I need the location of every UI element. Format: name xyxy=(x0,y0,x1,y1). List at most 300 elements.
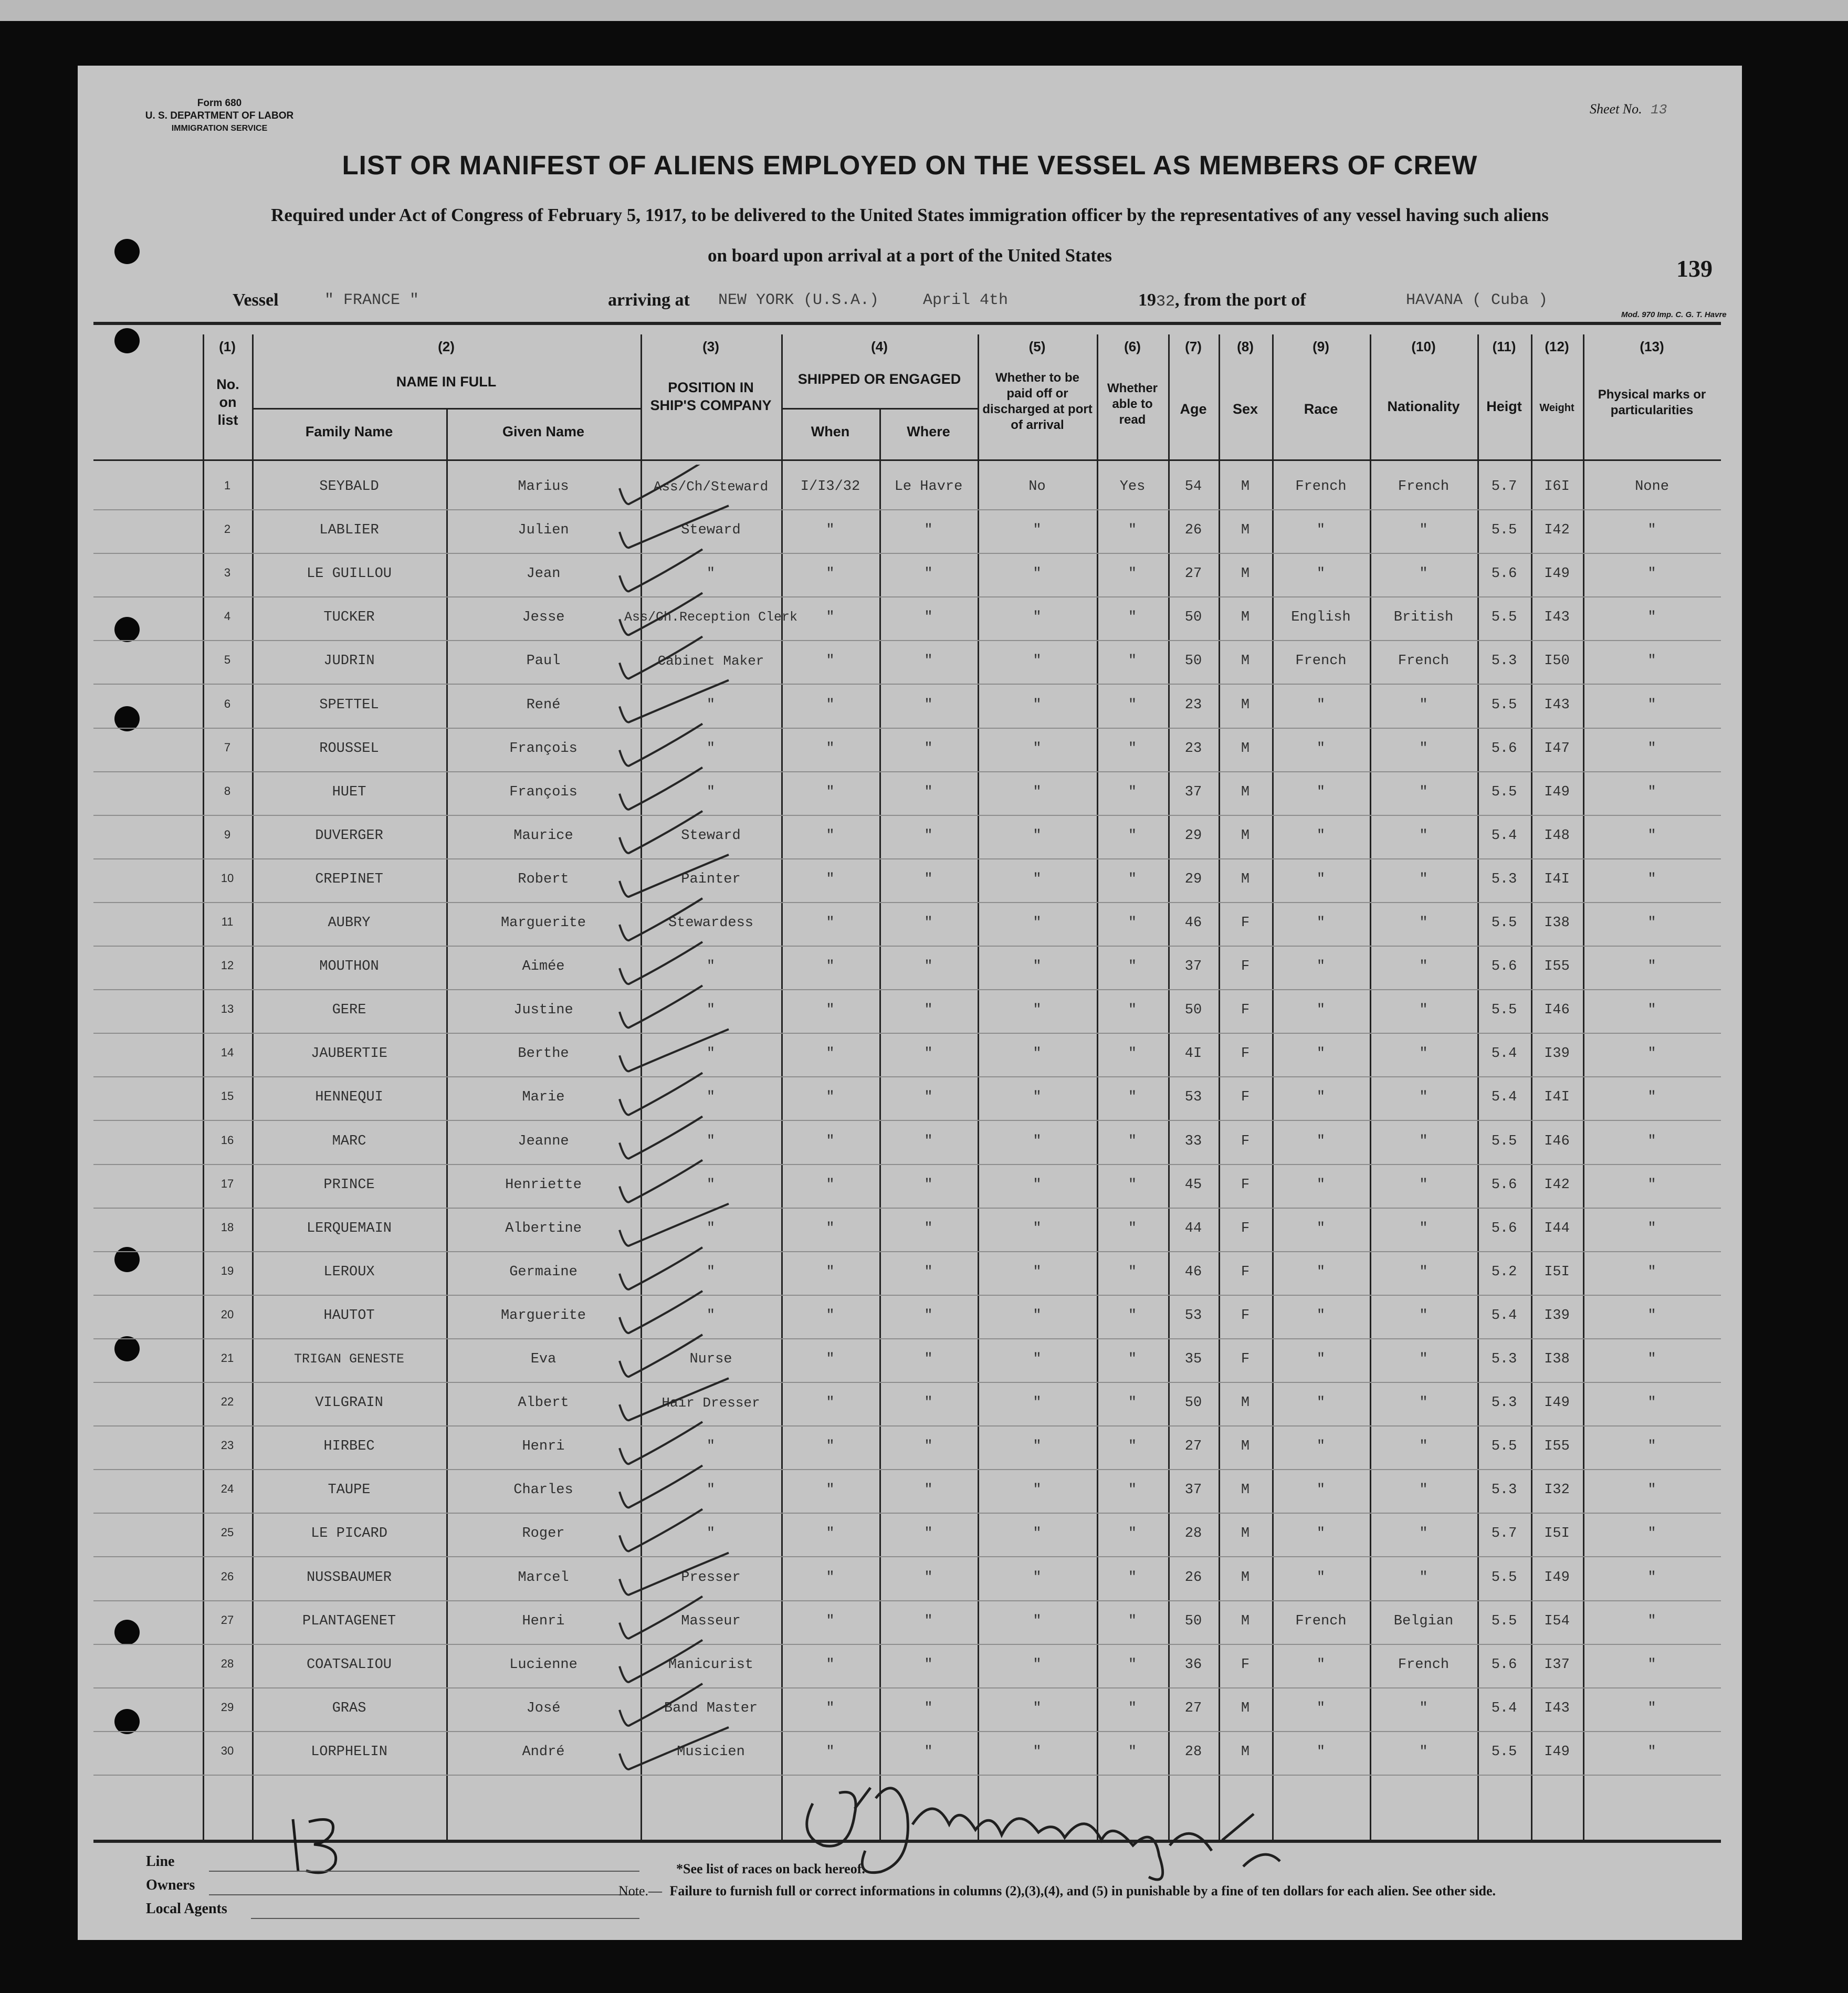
given-name: Maurice xyxy=(513,827,573,844)
given-name: Marcel xyxy=(518,1569,569,1586)
col-6-label: Whether able to read xyxy=(1107,381,1158,427)
paid-off: " xyxy=(1033,1744,1042,1760)
physical-marks: " xyxy=(1647,653,1656,669)
row-number: 27 xyxy=(220,1613,234,1627)
sex: M xyxy=(1241,871,1250,887)
paid-off: " xyxy=(1033,1002,1042,1019)
given-name: Berthe xyxy=(518,1046,569,1062)
checkmark-icon xyxy=(620,811,702,853)
nationality: " xyxy=(1419,1395,1428,1411)
checkmark-icon xyxy=(620,855,729,897)
row-rule xyxy=(93,1556,1721,1557)
physical-marks: " xyxy=(1647,566,1656,582)
able-to-read: " xyxy=(1128,610,1137,626)
checkmark-icon xyxy=(620,549,702,591)
col-2-num: (2) xyxy=(438,339,455,354)
physical-marks: " xyxy=(1647,1089,1656,1106)
vessel-label: Vessel xyxy=(233,290,279,310)
shipped-when: " xyxy=(826,1395,835,1411)
able-to-read: " xyxy=(1128,1002,1137,1019)
able-to-read: " xyxy=(1128,1526,1137,1542)
weight: I46 xyxy=(1544,1133,1570,1149)
row-number: 15 xyxy=(220,1089,234,1103)
given-name-label: Given Name xyxy=(502,424,585,439)
row-number: 29 xyxy=(220,1700,234,1714)
family-name: HAUTOT xyxy=(323,1307,375,1324)
age: 50 xyxy=(1184,653,1202,669)
position: Masseur xyxy=(681,1613,741,1629)
note-text: Failure to furnish full or correct informations in columns (2),(3),(4), and (5) in punishable by a fine of ten dollars for each alien. See other side. xyxy=(669,1883,1496,1898)
weight: I46 xyxy=(1544,1002,1570,1019)
arrival-date: April 4th xyxy=(923,291,1009,309)
shipped-where: " xyxy=(924,1700,933,1716)
given-name: Jesse xyxy=(522,610,565,626)
given-name: Albertine xyxy=(505,1220,582,1236)
checkmark-icon xyxy=(620,1160,702,1202)
height: 5.5 xyxy=(1491,1613,1517,1629)
family-name: SEYBALD xyxy=(319,479,379,495)
age: 37 xyxy=(1184,1482,1202,1498)
family-name: GRAS xyxy=(332,1700,366,1716)
family-name: CREPINET xyxy=(315,871,383,887)
age: 29 xyxy=(1184,871,1202,887)
paid-off: " xyxy=(1033,784,1042,800)
row-rule xyxy=(93,1644,1721,1645)
nationality: " xyxy=(1419,1307,1428,1324)
family-name: VILGRAIN xyxy=(315,1395,383,1411)
col-12-num: (12) xyxy=(1545,339,1569,354)
physical-marks: " xyxy=(1647,784,1656,800)
sex: M xyxy=(1241,827,1250,844)
physical-marks: " xyxy=(1647,1046,1656,1062)
row-number: 17 xyxy=(220,1177,234,1190)
age: 36 xyxy=(1184,1656,1202,1673)
height: 5.6 xyxy=(1491,740,1517,757)
shipped-when: " xyxy=(826,1307,835,1324)
physical-marks: " xyxy=(1647,697,1656,713)
position: " xyxy=(706,1046,716,1062)
checkmark-icon xyxy=(620,1509,702,1551)
nationality: " xyxy=(1419,1264,1428,1280)
nationality: " xyxy=(1419,1046,1428,1062)
able-to-read: " xyxy=(1128,653,1137,669)
shipped-sub-rule xyxy=(781,408,978,410)
weight: I43 xyxy=(1544,697,1570,713)
physical-marks: " xyxy=(1647,1002,1656,1019)
row-number: 3 xyxy=(224,566,231,580)
sex: M xyxy=(1241,1439,1250,1455)
paid-off: " xyxy=(1033,1439,1042,1455)
checkmark-icon xyxy=(620,1117,702,1159)
height: 5.3 xyxy=(1491,653,1517,669)
weight: I38 xyxy=(1544,1351,1570,1367)
family-name: JUDRIN xyxy=(323,653,375,669)
col-8-label: Sex xyxy=(1232,401,1258,417)
punch-hole xyxy=(114,617,140,642)
footer-line-label: Line xyxy=(146,1853,175,1870)
page-number: 139 xyxy=(1676,255,1713,282)
shipped-when: " xyxy=(826,1613,835,1629)
race: " xyxy=(1316,1482,1326,1498)
nationality: " xyxy=(1419,1002,1428,1019)
nationality: " xyxy=(1419,915,1428,931)
sheet-value: 13 xyxy=(1651,102,1667,118)
col-7-label: Age xyxy=(1180,401,1207,417)
row-rule xyxy=(93,1120,1721,1121)
row-rule xyxy=(93,1338,1721,1339)
weight: I39 xyxy=(1544,1307,1570,1324)
sex: M xyxy=(1241,1569,1250,1586)
row-number: 28 xyxy=(220,1656,234,1670)
sex: M xyxy=(1241,610,1250,626)
height: 5.5 xyxy=(1491,1133,1517,1149)
able-to-read: " xyxy=(1128,1177,1137,1193)
given-name: Henri xyxy=(522,1613,565,1629)
nationality: " xyxy=(1419,827,1428,844)
sex: F xyxy=(1241,1089,1250,1106)
row-rule xyxy=(93,728,1721,729)
nationality: " xyxy=(1419,1439,1428,1455)
height: 5.5 xyxy=(1491,1744,1517,1760)
shipped-where: " xyxy=(924,1046,933,1062)
row-rule xyxy=(93,509,1721,510)
sex: M xyxy=(1241,1482,1250,1498)
given-name: Marie xyxy=(522,1089,565,1106)
physical-marks: " xyxy=(1647,522,1656,539)
shipped-when: " xyxy=(826,1351,835,1367)
checkmark-icon xyxy=(620,636,702,678)
col-13-label: Physical marks or particularities xyxy=(1598,387,1706,417)
weight: I37 xyxy=(1544,1656,1570,1673)
race: " xyxy=(1316,1046,1326,1062)
nationality: " xyxy=(1419,1133,1428,1149)
given-name: Jean xyxy=(526,566,561,582)
age: 33 xyxy=(1184,1133,1202,1149)
col-11-num: (11) xyxy=(1492,339,1516,354)
checkmark-icon xyxy=(620,1422,702,1464)
age: 23 xyxy=(1184,697,1202,713)
physical-marks: " xyxy=(1647,1395,1656,1411)
position: " xyxy=(706,784,716,800)
weight: I43 xyxy=(1544,610,1570,626)
penalty-note xyxy=(618,1883,1496,1899)
owners-blank xyxy=(209,1894,639,1895)
given-name: Julien xyxy=(518,522,569,539)
where-label: Where xyxy=(907,424,950,439)
shipped-when: " xyxy=(826,740,835,757)
race: " xyxy=(1316,1264,1326,1280)
age: 29 xyxy=(1184,827,1202,844)
position: Painter xyxy=(681,871,741,887)
row-number: 7 xyxy=(224,740,231,754)
paid-off: " xyxy=(1033,522,1042,539)
sex: F xyxy=(1241,959,1250,975)
nationality: French xyxy=(1398,653,1450,669)
family-name: LERQUEMAIN xyxy=(306,1220,392,1236)
paid-off: " xyxy=(1033,1046,1042,1062)
given-name: Eva xyxy=(530,1351,556,1367)
sex: F xyxy=(1241,1220,1250,1236)
weight: I4I xyxy=(1544,1089,1570,1106)
given-name: André xyxy=(522,1744,565,1760)
race: " xyxy=(1316,871,1326,887)
position: " xyxy=(706,1307,716,1324)
row-number: 23 xyxy=(220,1439,234,1452)
nationality: Belgian xyxy=(1393,1613,1454,1629)
shipped-when: " xyxy=(826,1526,835,1542)
age: 45 xyxy=(1184,1177,1202,1193)
position: " xyxy=(706,1220,716,1236)
col-6-num: (6) xyxy=(1124,339,1141,354)
nationality: " xyxy=(1419,1482,1428,1498)
checkmark-icon xyxy=(620,465,702,504)
paid-off: " xyxy=(1033,566,1042,582)
shipped-where: " xyxy=(924,1656,933,1673)
physical-marks: " xyxy=(1647,1526,1656,1542)
weight: I54 xyxy=(1544,1613,1570,1629)
height: 5.4 xyxy=(1491,827,1517,844)
given-name: Paul xyxy=(526,653,561,669)
name-sub-rule xyxy=(252,408,640,410)
age: 27 xyxy=(1184,1700,1202,1716)
weight: I5I xyxy=(1544,1526,1570,1542)
sex: F xyxy=(1241,1046,1250,1062)
physical-marks: " xyxy=(1647,1613,1656,1629)
physical-marks: " xyxy=(1647,1569,1656,1586)
weight: I49 xyxy=(1544,1395,1570,1411)
able-to-read: " xyxy=(1128,959,1137,975)
col-1-label: No. on list xyxy=(216,376,239,428)
able-to-read: " xyxy=(1128,740,1137,757)
given-name: Albert xyxy=(518,1395,569,1411)
shipped-where: " xyxy=(924,1526,933,1542)
age: 46 xyxy=(1184,915,1202,931)
nationality: " xyxy=(1419,1700,1428,1716)
able-to-read: " xyxy=(1128,1613,1137,1629)
family-name: ROUSSEL xyxy=(319,740,379,757)
note-label: Note.— xyxy=(618,1883,663,1898)
able-to-read: " xyxy=(1128,1351,1137,1367)
year-suffix: 32 xyxy=(1156,293,1175,311)
position: Steward xyxy=(681,522,741,539)
shipped-when: " xyxy=(826,784,835,800)
weight: I39 xyxy=(1544,1046,1570,1062)
checkmark-icon xyxy=(620,1291,702,1333)
scan-top-strip xyxy=(0,0,1848,21)
able-to-read: " xyxy=(1128,697,1137,713)
col-11-label: Heigt xyxy=(1486,398,1522,414)
row-number: 16 xyxy=(220,1133,234,1147)
shipped-when: " xyxy=(826,1177,835,1193)
race: " xyxy=(1316,915,1326,931)
given-name: José xyxy=(526,1700,561,1716)
row-number: 12 xyxy=(220,959,234,972)
checkmark-icon xyxy=(620,1684,702,1726)
physical-marks: " xyxy=(1647,1351,1656,1367)
shipped-where: " xyxy=(924,1482,933,1498)
row-rule xyxy=(93,684,1721,685)
height: 5.4 xyxy=(1491,1089,1517,1106)
position: " xyxy=(706,1133,716,1149)
given-name: Justine xyxy=(513,1002,573,1019)
race: " xyxy=(1316,1351,1326,1367)
nationality: British xyxy=(1393,610,1454,626)
paid-off: " xyxy=(1033,1264,1042,1280)
shipped-where: " xyxy=(924,1133,933,1149)
physical-marks: " xyxy=(1647,1439,1656,1455)
row-number: 6 xyxy=(224,697,231,710)
row-number: 5 xyxy=(224,653,231,667)
shipped-where: " xyxy=(924,784,933,800)
weight: I4I xyxy=(1544,871,1570,887)
physical-marks: " xyxy=(1647,1220,1656,1236)
page-title: LIST OR MANIFEST OF ALIENS EMPLOYED ON THE VESSEL AS MEMBERS OF CREW xyxy=(342,150,1478,180)
shipped-when: " xyxy=(826,1264,835,1280)
position: " xyxy=(706,1177,716,1193)
position: " xyxy=(706,1482,716,1498)
position: Band Master xyxy=(664,1700,758,1716)
form-number: Form 680 xyxy=(197,98,242,109)
shipped-where: " xyxy=(924,653,933,669)
family-name: HUET xyxy=(332,784,366,800)
sex: F xyxy=(1241,1264,1250,1280)
sex: F xyxy=(1241,915,1250,931)
family-name-label: Family Name xyxy=(305,424,393,439)
able-to-read: " xyxy=(1128,1046,1137,1062)
given-name: Roger xyxy=(522,1526,565,1542)
family-name: DUVERGER xyxy=(315,827,383,844)
shipped-where: " xyxy=(924,566,933,582)
family-name: MARC xyxy=(332,1133,366,1149)
height: 5.6 xyxy=(1491,1220,1517,1236)
nationality: French xyxy=(1398,479,1450,495)
row-number: 30 xyxy=(220,1744,234,1757)
family-name: PLANTAGENET xyxy=(302,1613,396,1629)
family-name: MOUTHON xyxy=(319,959,379,975)
shipped-when: " xyxy=(826,1656,835,1673)
shipped-when: " xyxy=(826,959,835,975)
shipped-where: " xyxy=(924,959,933,975)
shipped-when: " xyxy=(826,653,835,669)
position: Ass/Ch/Steward xyxy=(653,479,769,495)
row-number: 19 xyxy=(220,1264,234,1277)
weight: I49 xyxy=(1544,566,1570,582)
physical-marks: " xyxy=(1647,610,1656,626)
arrival-year xyxy=(1138,290,1306,311)
sex: F xyxy=(1241,1002,1250,1019)
weight: I6I xyxy=(1544,479,1570,495)
race: " xyxy=(1316,959,1326,975)
shipped-when: " xyxy=(826,827,835,844)
able-to-read: " xyxy=(1128,1656,1137,1673)
checkmark-icon xyxy=(620,724,702,766)
height: 5.6 xyxy=(1491,1656,1517,1673)
checkmark-icon xyxy=(620,1553,729,1595)
col-10-label: Nationality xyxy=(1387,398,1460,414)
able-to-read: Yes xyxy=(1119,479,1146,495)
nationality: " xyxy=(1419,1177,1428,1193)
shipped-when: " xyxy=(826,1700,835,1716)
height: 5.5 xyxy=(1491,1569,1517,1586)
race: " xyxy=(1316,784,1326,800)
row-rule xyxy=(93,1033,1721,1034)
row-rule xyxy=(93,1382,1721,1383)
shipped-when: " xyxy=(826,1569,835,1586)
paid-off: " xyxy=(1033,959,1042,975)
position: " xyxy=(706,1439,716,1455)
row-rule xyxy=(93,640,1721,641)
row-number: 4 xyxy=(224,610,231,623)
row-number: 26 xyxy=(220,1569,234,1583)
row-number: 14 xyxy=(220,1046,234,1060)
height: 5.4 xyxy=(1491,1046,1517,1062)
age: 4I xyxy=(1184,1046,1202,1062)
race: " xyxy=(1316,566,1326,582)
age: 23 xyxy=(1184,740,1202,757)
position: Stewardess xyxy=(668,915,754,931)
able-to-read: " xyxy=(1128,1133,1137,1149)
vessel-name: " FRANCE " xyxy=(324,291,419,309)
nationality: " xyxy=(1419,784,1428,800)
able-to-read: " xyxy=(1128,915,1137,931)
weight: I43 xyxy=(1544,1700,1570,1716)
able-to-read: " xyxy=(1128,1220,1137,1236)
row-number: 9 xyxy=(224,827,231,841)
paid-off: " xyxy=(1033,1526,1042,1542)
race: " xyxy=(1316,1177,1326,1193)
year-prefix: 19 xyxy=(1138,290,1156,310)
height: 5.3 xyxy=(1491,1351,1517,1367)
sex: M xyxy=(1241,697,1250,713)
able-to-read: " xyxy=(1128,871,1137,887)
able-to-read: " xyxy=(1128,522,1137,539)
row-rule xyxy=(93,1469,1721,1470)
given-name: René xyxy=(526,697,561,713)
shipped-where: " xyxy=(924,1264,933,1280)
given-name: Lucienne xyxy=(509,1656,578,1673)
able-to-read: " xyxy=(1128,566,1137,582)
paid-off: " xyxy=(1033,1613,1042,1629)
able-to-read: " xyxy=(1128,1700,1137,1716)
subtitle-line-1: Required under Act of Congress of February 5, 1917, to be delivered to the United States immigration officer by the representatives of any vessel having such aliens xyxy=(271,205,1549,225)
checkmark-icon xyxy=(620,1204,729,1246)
shipped-when: I/I3/32 xyxy=(800,479,860,495)
age: 53 xyxy=(1184,1089,1202,1106)
race: " xyxy=(1316,1439,1326,1455)
col-5-label: Whether to be paid off or discharged at port of arrival xyxy=(982,371,1093,432)
height: 5.5 xyxy=(1491,522,1517,539)
arriving-label: arriving at xyxy=(608,290,690,310)
physical-marks: " xyxy=(1647,1744,1656,1760)
sex: M xyxy=(1241,566,1250,582)
nationality: " xyxy=(1419,871,1428,887)
nationality: " xyxy=(1419,697,1428,713)
physical-marks: " xyxy=(1647,915,1656,931)
shipped-where: " xyxy=(924,1089,933,1106)
row-number: 2 xyxy=(224,522,231,536)
col-4-label: SHIPPED OR ENGAGED xyxy=(797,371,961,387)
weight: I48 xyxy=(1544,827,1570,844)
shipped-where: " xyxy=(924,827,933,844)
nationality: " xyxy=(1419,522,1428,539)
height: 5.5 xyxy=(1491,697,1517,713)
checkmark-icon xyxy=(620,593,702,635)
family-name: HENNEQUI xyxy=(315,1089,383,1106)
col-2-label: NAME IN FULL xyxy=(396,374,497,390)
race: French xyxy=(1295,653,1347,669)
weight: I49 xyxy=(1544,784,1570,800)
race: French xyxy=(1295,479,1347,495)
